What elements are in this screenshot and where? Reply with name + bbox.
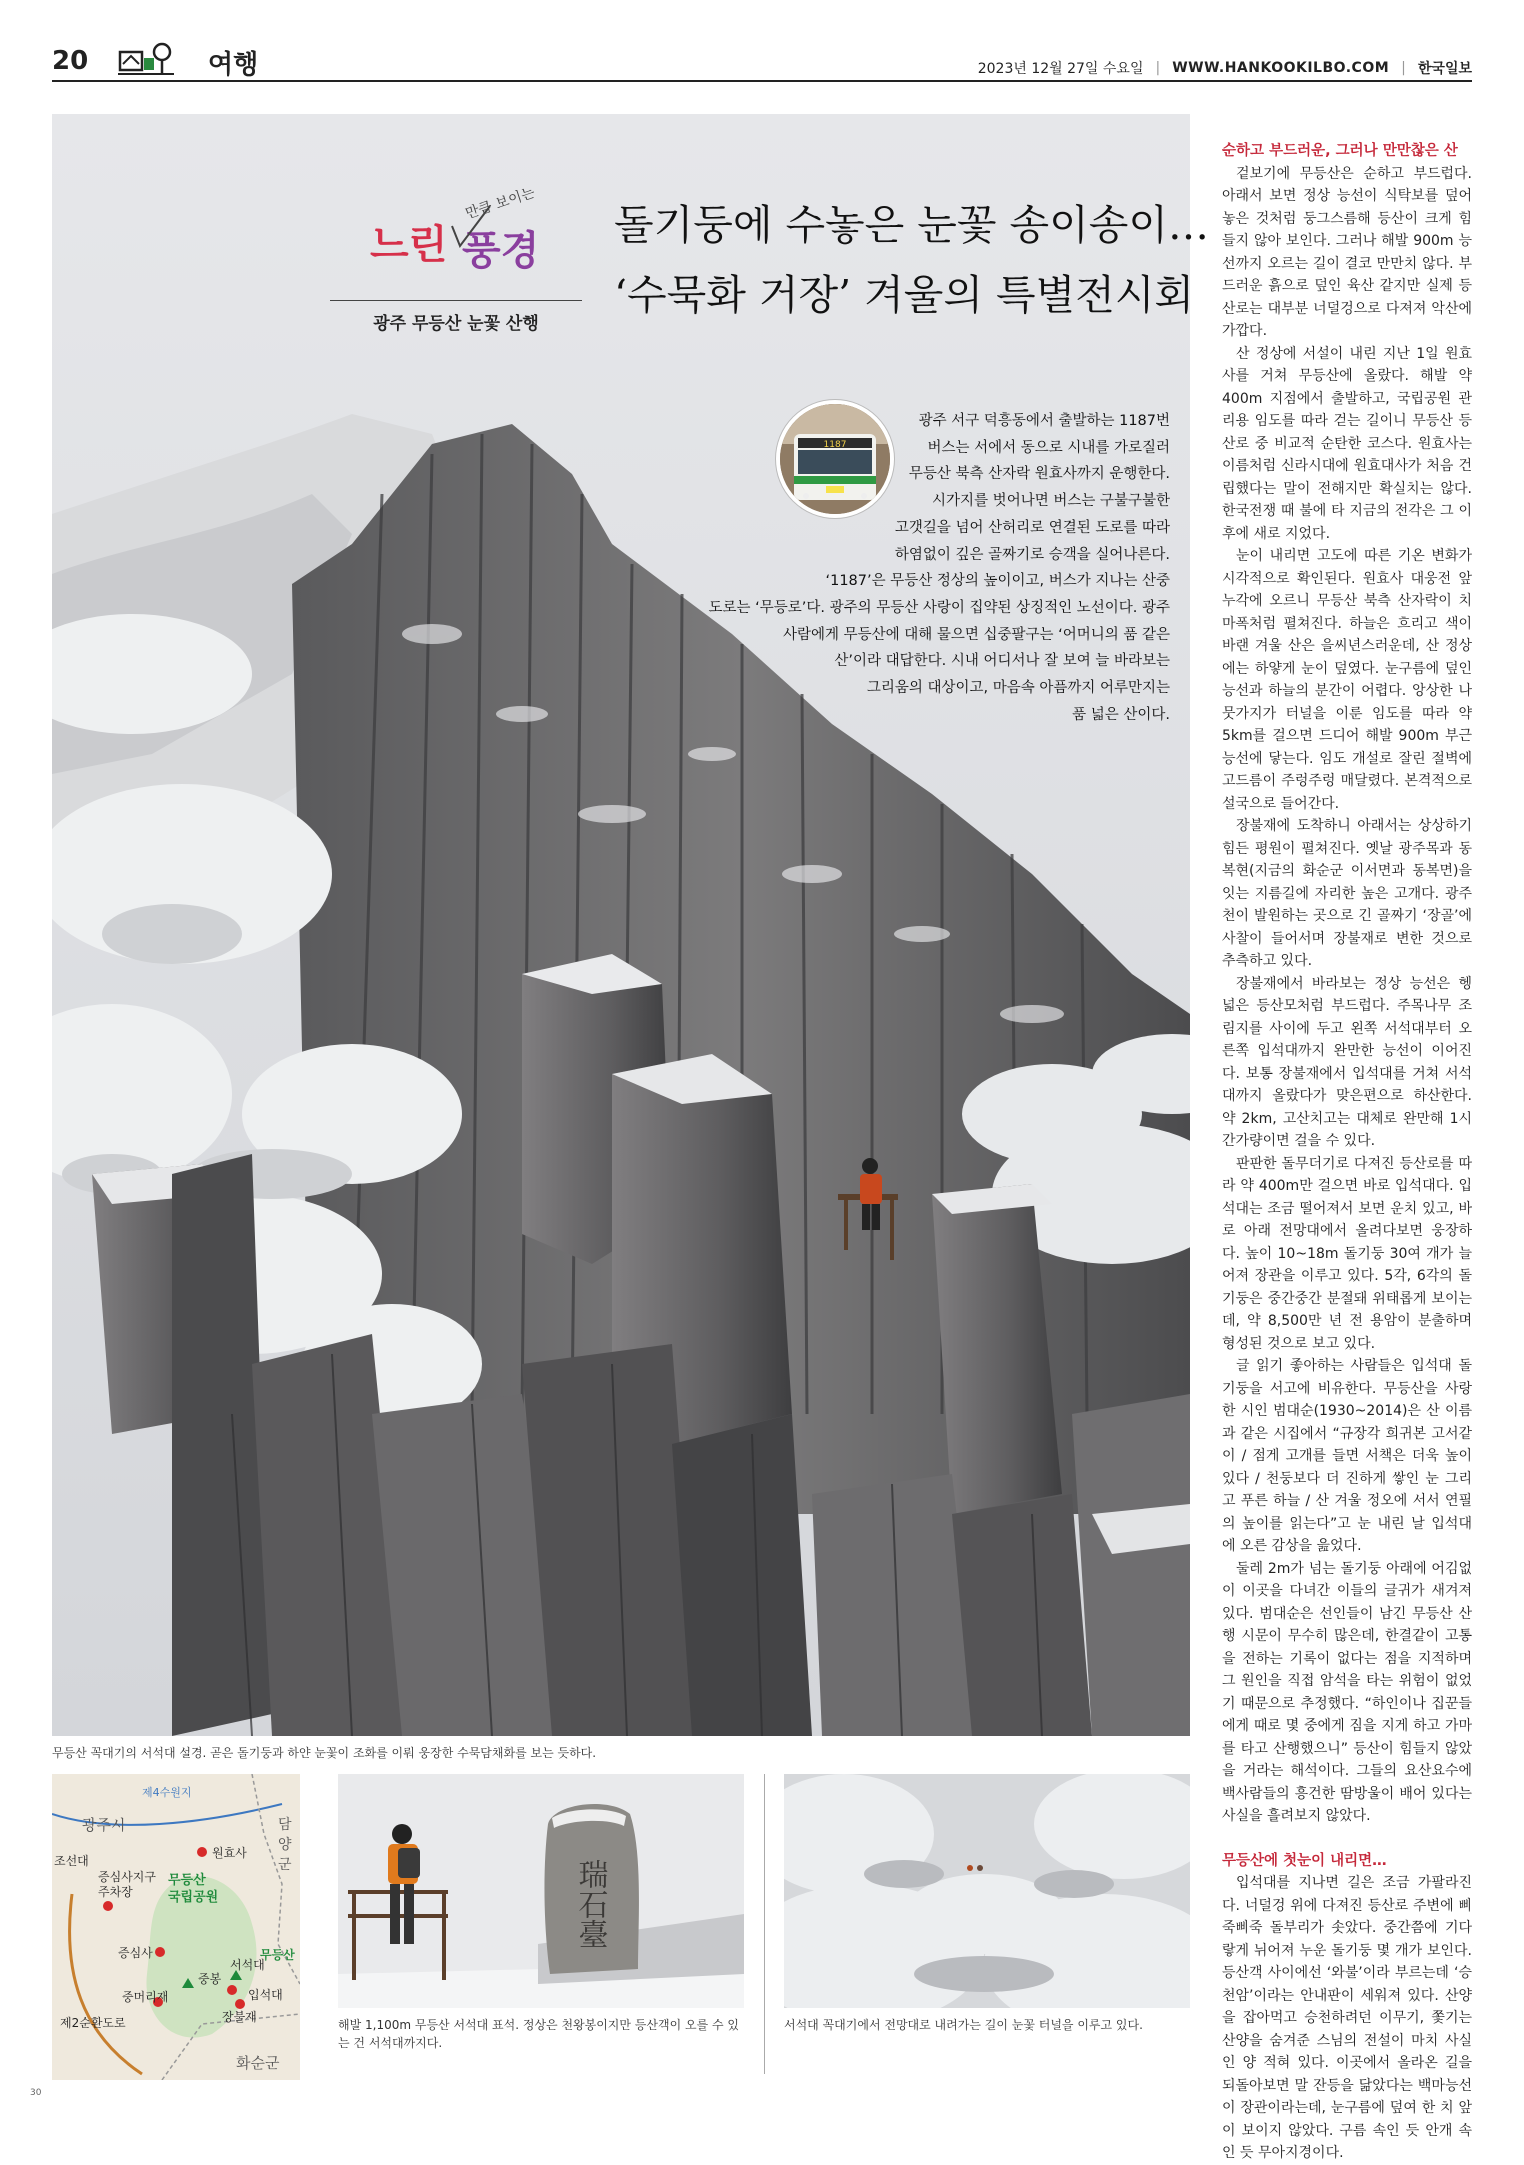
photo-2-caption: 해발 1,100m 무등산 서석대 표석. 정상은 천왕봉이지만 등산객이 오를 수 있는 건 서석대까지다. [338, 2018, 739, 2050]
map-label: 무등산 국립공원 [168, 1873, 219, 1905]
lead-line: 사람에게 무등산에 대해 물으면 십중팔구는 ‘어머니의 품 같은 [782, 626, 1170, 643]
series-logo [370, 176, 560, 276]
website-link[interactable]: WWW.HANKOOKILBO.COM [1172, 60, 1390, 76]
lead-line: 무등산 북측 산자락 원효사까지 운행한다. [908, 466, 1170, 483]
logo-word-red: 느린 [370, 222, 448, 268]
photo-snow-tunnel [784, 1774, 1190, 2008]
map-label: 무등산 [260, 1948, 295, 1962]
map-label: 광주시 [82, 1816, 126, 1834]
main-photo-seoseokdae [52, 114, 1190, 1736]
lead-line: 시가지를 벗어나면 버스는 구불구불한 [932, 493, 1170, 510]
column-divider [764, 1774, 765, 2074]
main-photo-caption: 무등산 꼭대기의 서석대 설경. 곧은 돌기둥과 하얀 눈꽃이 조화를 이뤄 웅장한 수묵담채화를 보는 듯하다. [52, 1746, 597, 1760]
body-paragraph: 입석대를 지나면 길은 조금 가팔라진다. 너덜겅 위에 다져진 등산로 주변에 삐죽삐죽 돌부리가 솟았다. 중간쯤에 기다랗게 뉘어져 누운 돌기둥 몇 개가 보인다. 등산객 사이에선 ‘와불’이라 부르는데 ‘승천암’이라는 안내판이 세워져 있다. 산양을 잡아먹고 승천하려던 이무기, 쫓기는 산양을 숨겨준 스님의 전설이 마치 사실인 양 적혀 있다. 이곳에서 올라온 길을 되돌아보면 말 잔등을 닮았다는 백마능선이 장관이라는데, 눈구름에 덮여 한 치 앞이 보이지 않았다. 구름 속인 듯 안개 속인 듯 무아지경이다. [1222, 1875, 1472, 2161]
travel-section-icon [118, 38, 174, 78]
lead-line: 도로는 ‘무등로’다. 광주의 무등산 사랑이 집약된 상징적인 노선이다. 광주 [708, 599, 1170, 616]
lead-line: 그리움의 대상이고, 마음속 아픔까지 어루만지는 [866, 680, 1170, 697]
header-rule [52, 80, 1472, 82]
map-label: 서석대 [230, 1958, 265, 1972]
location-map [52, 1774, 300, 2080]
lead-line: 품 넓은 산이다. [1072, 706, 1170, 723]
lead-paragraph [708, 408, 1170, 728]
page-number: 20 [52, 46, 89, 76]
lead-line: 하염없이 깊은 골짜기로 승객을 실어나른다. [894, 546, 1170, 563]
separator: | [1401, 60, 1406, 76]
photo-seoseokdae-marker [338, 1774, 744, 2008]
headline-line-1: 돌기둥에 수놓은 눈꽃 송이송이… [614, 201, 1209, 249]
lead-line: 고갯길을 넘어 산허리로 연결된 도로를 따라 [894, 519, 1170, 536]
headline-line-2: ‘수묵화 거장’ 겨울의 특별전시회 [614, 271, 1195, 319]
map-label: 증심사지구 주차장 [98, 1870, 156, 1899]
stone-marker-text: 瑞石臺 [572, 1859, 608, 1949]
map-label: 중머리재 [122, 1990, 169, 2004]
section-title: 여행 [208, 50, 259, 80]
lead-line: 산’이라 대답한다. 시내 어디서나 잘 보여 늘 바라보는 [834, 653, 1170, 670]
section-2-title: 무등산에 첫눈이 내리면… [1222, 1852, 1387, 1869]
logo-tagline: 만큼 보이는 [463, 184, 538, 223]
newspaper-brand: 한국일보 [1417, 61, 1472, 77]
body-paragraph: 산 정상에 서설이 내린 지난 1일 원효사를 거쳐 무등산에 올랐다. 해발 약 400m 지점에서 출발하고, 국립공원 관리용 임도를 따라 걷는 길이니 무등산 등산로 중 비교적 순탄한 코스다. 원효사는 이름처럼 신라시대에 원효대사가 처음 건립했다는 말이 전해지만 확실치는 않다. 한국전쟁 때 불에 타 지금의 전각은 그 이후에 새로 지었다. [1222, 345, 1472, 542]
map-label: 제4수원지 [142, 1786, 192, 1799]
photo-3-caption: 서석대 꼭대기에서 전망대로 내려가는 길이 눈꽃 터널을 이루고 있다. [784, 2018, 1143, 2032]
article-body-column [1222, 140, 1472, 2165]
body-paragraph: 장불재에서 바라보는 정상 능선은 헹 넓은 등산모처럼 부드럽다. 주목나무 조림지를 사이에 두고 왼쪽 서석대부터 오른쪽 입석대까지 완만한 능선이 이어진다. 보통 장불재에서 입석대를 거쳐 서석대까지 올랐다가 맞은편으로 하산한다. 약 2km, 고산치고는 대체로 완만해 1시간가량이면 걸을 수 있다. [1222, 975, 1472, 1149]
headline [614, 190, 1209, 330]
body-paragraph: 판판한 돌무더기로 다져진 등산로를 따라 약 400m만 걸으면 바로 입석대다. 입석대는 조금 떨어져서 보면 운치 있고, 바로 아래 전망대에서 올려다보면 웅장하다. 높이 10~18m 돌기둥 30여 개가 늘어져 장관을 이루고 있다. 5각, 6각의 돌기둥은 중간중간 분절돼 위태롭게 보이는데, 약 8,500만 년 전 용암이 분출하며 형성된 것으로 보고 있다. [1222, 1155, 1472, 1352]
map-label: 제2순환도로 [60, 2016, 126, 2030]
body-paragraph: 장불재에 도착하니 아래서는 상상하기 힘든 평원이 펼쳐진다. 옛날 광주목과 동복현(지금의 화순군 이서면과 동복면)을 잇는 지름길에 자리한 높은 고개다. 광주천이 발원하는 곳으로 긴 골짜기 ‘장골’에 사찰이 들어서며 장불재로 변한 것으로 추측하고 있다. [1222, 818, 1472, 969]
map-label: 화순군 [236, 2054, 280, 2072]
body-paragraph: 눈이 내리면 고도에 따른 기온 변화가 시각적으로 확인된다. 원효사 대웅전 앞 누각에 오르니 무등산 북측 산자락이 치마폭처럼 펼쳐진다. 하늘은 흐리고 색이 바랜 겨울 산은 을씨년스러운데, 산 정상에는 하얗게 눈이 덮였다. 눈구름에 덮인 능선과 하늘의 분간이 어렵다. 앙상한 나뭇가지가 터널을 이룬 임도를 따라 약 5km를 걸으면 드디어 해발 900m 부근 능선에 닿는다. 임도 개설로 잘린 절벽에 고드름이 주렁주렁 매달렸다. 본격적으로 설국으로 들어간다. [1222, 548, 1472, 812]
map-label: 입석대 [248, 1988, 283, 2002]
body-paragraph: 글 읽기 좋아하는 사람들은 입석대 돌기둥을 서고에 비유한다. 무등산을 사랑한 시인 범대순(1930~2014)은 산 이름과 같은 시집에서 “규장각 희귀본 고서같이 / 점게 고개를 들면 서책은 더욱 높이 있다 / 천둥보다 더 진하게 쌓인 눈 그리고 푸른 하늘 / 산 겨울 정오에 서서 연필의 높이를 읽는다”고 눈 내린 날 입석대에 오른 감상을 읊었다. [1222, 1358, 1472, 1554]
body-paragraph: 둘레 2m가 넘는 돌기둥 아래에 어김없이 이곳을 다녀간 이들의 글귀가 새겨져 있다. 범대순은 선인들이 남긴 무등산 산행 시문이 무수히 많은데, 한결같이 고통을 전하는 기록이 없다는 점을 지적하며 그 원인을 직접 암석을 타는 위험이 없었기 때문으로 추정했다. “하인이나 집꾼들에게 때로 몇 중에게 짐을 지게 하고 가마를 타고 산행했으니” 등산이 힘들지 않았을 거라는 해석이다. 그들의 요산요수에 백사람들의 흥건한 땀방울이 배어 있다는 사실을 흘려보지 않았다. [1222, 1560, 1472, 1824]
separator: | [1155, 60, 1161, 76]
map-label: 증심사 [118, 1946, 153, 1960]
body-paragraph: 겉보기에 무등산은 순하고 부드럽다. 아래서 보면 정상 능선이 식탁보를 덮어 놓은 것처럼 둥그스름해 등산이 크게 힘들지 않아 보인다. 그러나 해발 900m 능선까지 오르는 길이 결코 만만치 않다. 부드러운 흙으로 덮인 육산 같지만 실제 등산로는 대부분 너덜겅으로 다져져 악산에 가깝다. [1222, 165, 1472, 339]
folio-number: 30 [30, 2088, 42, 2098]
lead-line: ‘1187’은 무등산 정상의 높이이고, 버스가 지나는 산중 [825, 573, 1170, 590]
section-1-title: 순하고 부드러운, 그러나 만만찮은 산 [1222, 143, 1458, 159]
logo-word-purple: 풍경 [462, 228, 540, 274]
map-label: 원효사 [212, 1846, 247, 1860]
map-label: 조선대 [54, 1854, 89, 1868]
map-label: 중봉 [198, 1972, 222, 1986]
lead-line: 광주 서구 덕흥동에서 출발하는 1187번 [918, 413, 1170, 429]
header-meta [978, 58, 1472, 78]
issue-date: 2023년 12월 27일 수요일 [977, 61, 1144, 77]
map-label: 장불재 [222, 2010, 257, 2024]
map-label: 담양군 [278, 1817, 292, 1873]
logo-subtitle: 광주 무등산 눈꽃 산행 [330, 300, 582, 334]
bus-route-sign: 1187 [823, 440, 847, 450]
lead-line: 버스는 서에서 동으로 시내를 가로질러 [927, 439, 1170, 456]
